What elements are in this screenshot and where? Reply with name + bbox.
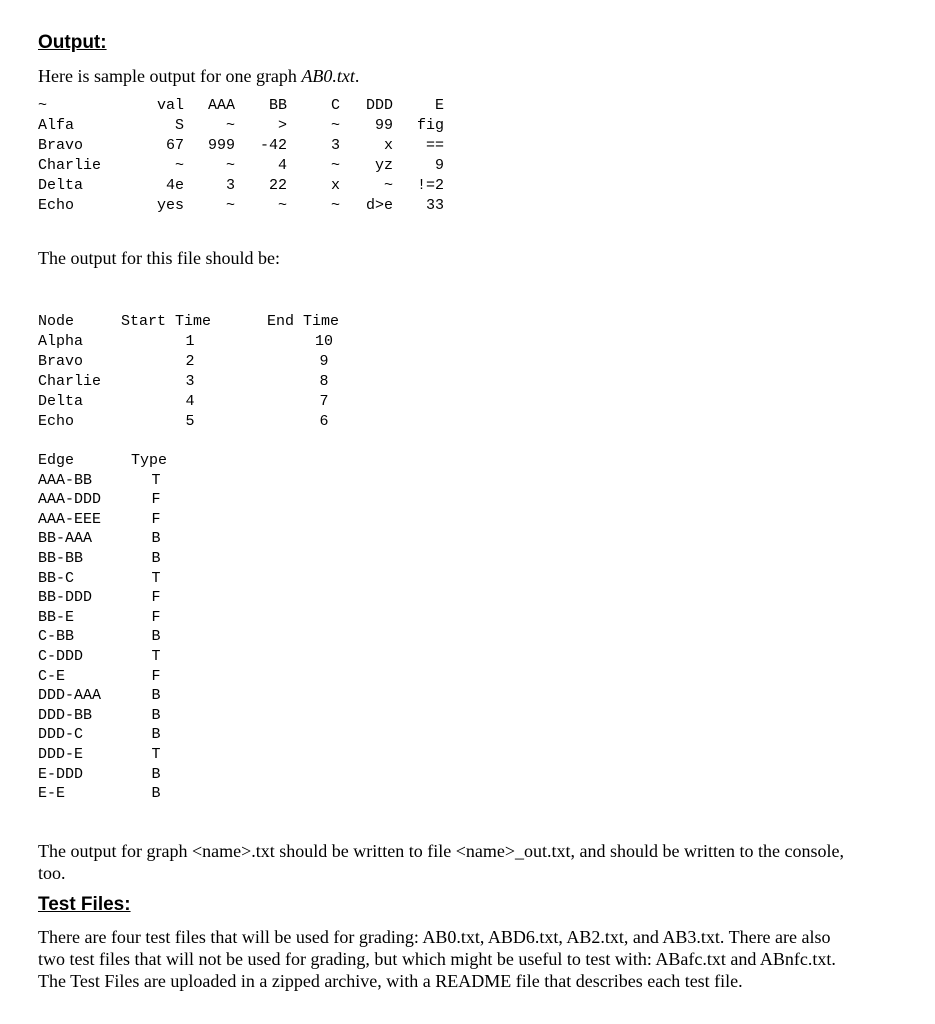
matrix-column-header: C xyxy=(330,97,340,114)
matrix-cell: 4e xyxy=(165,177,184,194)
matrix-cell: ~ xyxy=(330,197,340,214)
output-for-file-text: The output for this file should be: xyxy=(38,248,280,268)
edge-type: F xyxy=(151,668,161,685)
output-rule-text: The output for graph <name>.txt should be written to file <name>_out.txt, and should be written to the console, too. xyxy=(38,841,844,883)
node-end-time: 10 xyxy=(314,333,333,350)
matrix-cell: ~ xyxy=(330,157,340,174)
matrix-cell: 9 xyxy=(434,157,444,174)
intro-text xyxy=(38,66,359,87)
edge-type: B xyxy=(151,628,161,645)
matrix-cell: ~ xyxy=(225,117,235,134)
matrix-cell: 999 xyxy=(207,137,235,154)
type-header: Type xyxy=(131,452,168,469)
matrix-cell: yes xyxy=(156,197,184,214)
node-name: Alpha xyxy=(38,333,84,350)
start-time-header: Start Time xyxy=(121,313,212,330)
matrix-cell: == xyxy=(425,137,444,154)
node-name: Charlie xyxy=(38,373,102,390)
edge-type: B xyxy=(151,726,161,743)
edge-name: BB-BB xyxy=(38,550,84,567)
node-header: Node xyxy=(38,313,75,330)
edge-name: AAA-EEE xyxy=(38,511,102,528)
edge-type: F xyxy=(151,511,161,528)
matrix-cell: S xyxy=(174,117,184,134)
intro-prefix: Here is sample output for one graph xyxy=(38,66,302,86)
matrix-cell: > xyxy=(277,117,287,134)
matrix-cell: ~ xyxy=(330,117,340,134)
edge-name: DDD-BB xyxy=(38,707,93,724)
edge-type: B xyxy=(151,687,161,704)
matrix-column-header: DDD xyxy=(365,97,393,114)
edge-type: F xyxy=(151,589,161,606)
matrix-cell: 3 xyxy=(225,177,235,194)
matrix-row-label: Echo xyxy=(38,197,75,214)
matrix-row-label: Charlie xyxy=(38,157,102,174)
edge-type: T xyxy=(151,648,161,665)
matrix-cell: d>e xyxy=(365,197,393,214)
edge-type: F xyxy=(151,491,161,508)
matrix-corner: ~ xyxy=(38,97,48,114)
edge-name: C-E xyxy=(38,668,66,685)
output-heading: Output: xyxy=(38,32,107,53)
node-name: Echo xyxy=(38,413,75,430)
edge-type: T xyxy=(151,472,161,489)
edge-type: T xyxy=(151,570,161,587)
edge-type: B xyxy=(151,707,161,724)
matrix-cell: 4 xyxy=(277,157,287,174)
node-end-time: 8 xyxy=(319,373,329,390)
node-start-time: 1 xyxy=(185,333,195,350)
edge-type: F xyxy=(151,609,161,626)
matrix-cell: 67 xyxy=(165,137,184,154)
matrix-cell: 99 xyxy=(374,117,393,134)
matrix-cell: x xyxy=(330,177,340,194)
matrix-column-header: val xyxy=(156,97,184,114)
edge-name: DDD-C xyxy=(38,726,84,743)
test-files-heading: Test Files: xyxy=(38,894,131,915)
edge-name: AAA-DDD xyxy=(38,491,102,508)
matrix-column-header: BB xyxy=(268,97,287,114)
edge-name: E-DDD xyxy=(38,766,84,783)
node-start-time: 5 xyxy=(185,413,195,430)
node-end-time: 9 xyxy=(319,353,329,370)
edge-name: AAA-BB xyxy=(38,472,93,489)
test-files-text: There are four test files that will be used for grading: AB0.txt, ABD6.txt, AB2.txt, and AB3.txt. There are also two test files that will not be used for grading, but which might be useful to test with: ABafc.txt and ABnfc.txt. The Test Files are uploaded in a zipped archive, with a README file that describes each test file. xyxy=(38,927,836,991)
node-end-time: 6 xyxy=(319,413,329,430)
matrix-cell: ~ xyxy=(225,197,235,214)
matrix-row-label: Delta xyxy=(38,177,84,194)
node-start-time: 4 xyxy=(185,393,195,410)
matrix-cell: ~ xyxy=(174,157,184,174)
end-time-header: End Time xyxy=(267,313,340,330)
matrix-column-header: AAA xyxy=(207,97,235,114)
edge-type: B xyxy=(151,530,161,547)
edge-name: BB-E xyxy=(38,609,75,626)
intro-filename: AB0.txt xyxy=(301,66,355,86)
matrix-cell: yz xyxy=(374,157,393,174)
matrix-cell: 22 xyxy=(268,177,287,194)
edge-type: T xyxy=(151,746,161,763)
matrix-cell: ~ xyxy=(225,157,235,174)
node-end-time: 7 xyxy=(319,393,329,410)
matrix-cell: 3 xyxy=(330,137,340,154)
matrix-cell: !=2 xyxy=(416,177,444,194)
matrix-column-header: E xyxy=(434,97,444,114)
edge-name: BB-C xyxy=(38,570,75,587)
edge-name: C-BB xyxy=(38,628,75,645)
edge-name: BB-DDD xyxy=(38,589,93,606)
matrix-cell: x xyxy=(383,137,393,154)
edge-name: BB-AAA xyxy=(38,530,93,547)
matrix-row-label: Bravo xyxy=(38,137,84,154)
matrix-cell: 33 xyxy=(425,197,444,214)
matrix-cell: ~ xyxy=(383,177,393,194)
edge-name: C-DDD xyxy=(38,648,84,665)
edge-type: B xyxy=(151,766,161,783)
intro-suffix: . xyxy=(354,66,360,86)
node-start-time: 3 xyxy=(185,373,195,390)
node-name: Delta xyxy=(38,393,84,410)
edge-header: Edge xyxy=(38,452,75,469)
edge-name: DDD-AAA xyxy=(38,687,102,704)
node-name: Bravo xyxy=(38,353,84,370)
edge-type: B xyxy=(151,785,161,802)
edge-name: E-E xyxy=(38,785,66,802)
matrix-row-label: Alfa xyxy=(38,117,75,134)
edge-type: B xyxy=(151,550,161,567)
matrix-cell: ~ xyxy=(277,197,287,214)
matrix-cell: fig xyxy=(416,117,444,134)
matrix-cell: -42 xyxy=(259,137,287,154)
node-start-time: 2 xyxy=(185,353,195,370)
edge-name: DDD-E xyxy=(38,746,84,763)
